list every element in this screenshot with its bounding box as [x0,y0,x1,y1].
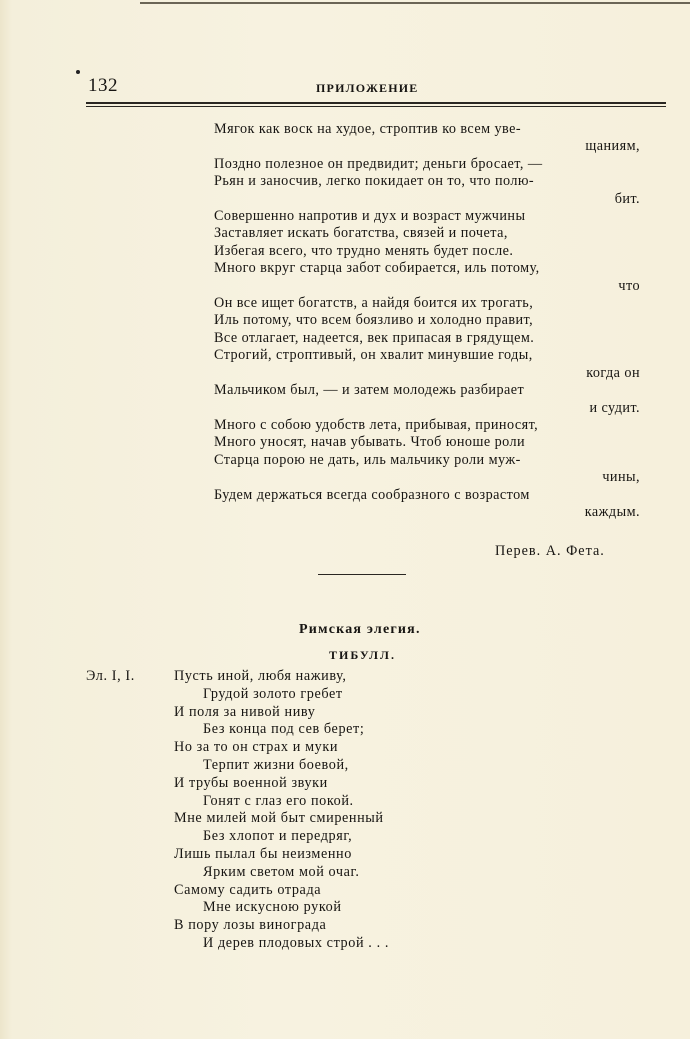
poem-line: Много с собою удобств лета, прибывая, приносят, [214,416,539,433]
elegy-line: Самому садить отрада [174,881,322,898]
poem-line-continuation: каждым. [584,503,640,520]
poem-line-continuation: и судит. [589,399,640,416]
author-name: ТИБУЛЛ. [329,648,396,662]
elegy-line-indented: Мне искусною рукой [203,899,342,916]
elegy-line-indented: И дерев плодовых строй . . . [203,934,390,951]
header-rule [86,102,666,104]
poem-line-continuation: когда он [586,364,640,381]
poem-line: Рьян и заносчив, легко покидает он то, что полю- [214,173,535,190]
elegy-poem [174,668,494,953]
elegy-line: Мне милей мой быт смиренный [174,810,384,827]
elegy-line-indented: Без конца под сев берет; [203,721,365,738]
poem-line: Заставляет искать богатства, связей и почета, [214,225,508,242]
poem-line: Мальчиком был, — и затем молодежь разбирает [214,382,525,399]
poem-line: Все отлагает, надеется, век припасая в грядущем. [214,329,535,346]
elegy-line: И поля за нивой ниву [174,703,316,720]
top-edge-rule [140,2,690,4]
elegy-line-indented: Гонят с глаз его покой. [203,792,354,809]
page-number: 132 [88,75,118,96]
ink-dot [76,70,80,74]
elegy-line-indented: Терпит жизни боевой, [203,756,349,773]
poem-line: Совершенно напротив и дух и возраст мужчины [214,208,526,225]
poem-line: Много уносят, начав убывать. Чтоб юноше роли [214,434,526,451]
translator-credit: Перев. А. Фета. [495,543,605,559]
poem-line-continuation: бит. [614,190,640,207]
section-separator [318,574,406,575]
poem-line: Мягок как воск на худое, строптив ко всем уве- [214,121,522,137]
elegy-reference: Эл. I, I. [86,668,135,684]
elegy-line-indented: Грудой золото гребет [203,685,343,702]
poem-line-continuation: чины, [602,469,640,486]
poem-line: Он все ищет богатств, а найдя боится их трогать, [214,295,534,312]
poem-translation [214,121,640,521]
elegy-line: Пусть иной, любя наживу, [174,668,347,684]
poem-line: Поздно полезное он предвидит; деньги бросает, — [214,155,543,172]
section-title: Римская элегия. [299,622,421,637]
poem-line: Строгий, строптивый, он хвалит минувшие годы, [214,347,533,364]
header-rule-thin [86,106,666,107]
elegy-line: Но за то он страх и муки [174,739,339,756]
poem-line-continuation: что [618,277,640,294]
elegy-line: В пору лозы винограда [174,917,327,934]
poem-line: Будем держаться всегда сообразного с возрастом [214,486,530,503]
elegy-line-indented: Ярким светом мой очаг. [203,863,360,880]
elegy-line: И трубы военной звуки [174,774,328,791]
poem-line: Иль потому, что всем боязливо и холодно правит, [214,312,534,329]
running-head: ПРИЛОЖЕНИЕ [316,81,419,95]
poem-line: Старца порою не дать, иль мальчику роли муж- [214,451,521,468]
poem-line: Много вкруг старца забот собирается, иль потому, [214,260,540,277]
elegy-line-indented: Без хлопот и передряг, [203,828,353,845]
poem-line-continuation: щаниям, [585,138,640,155]
poem-line: Избегая всего, что трудно менять будет после. [214,242,514,259]
elegy-line: Лишь пылал бы неизменно [174,845,352,862]
